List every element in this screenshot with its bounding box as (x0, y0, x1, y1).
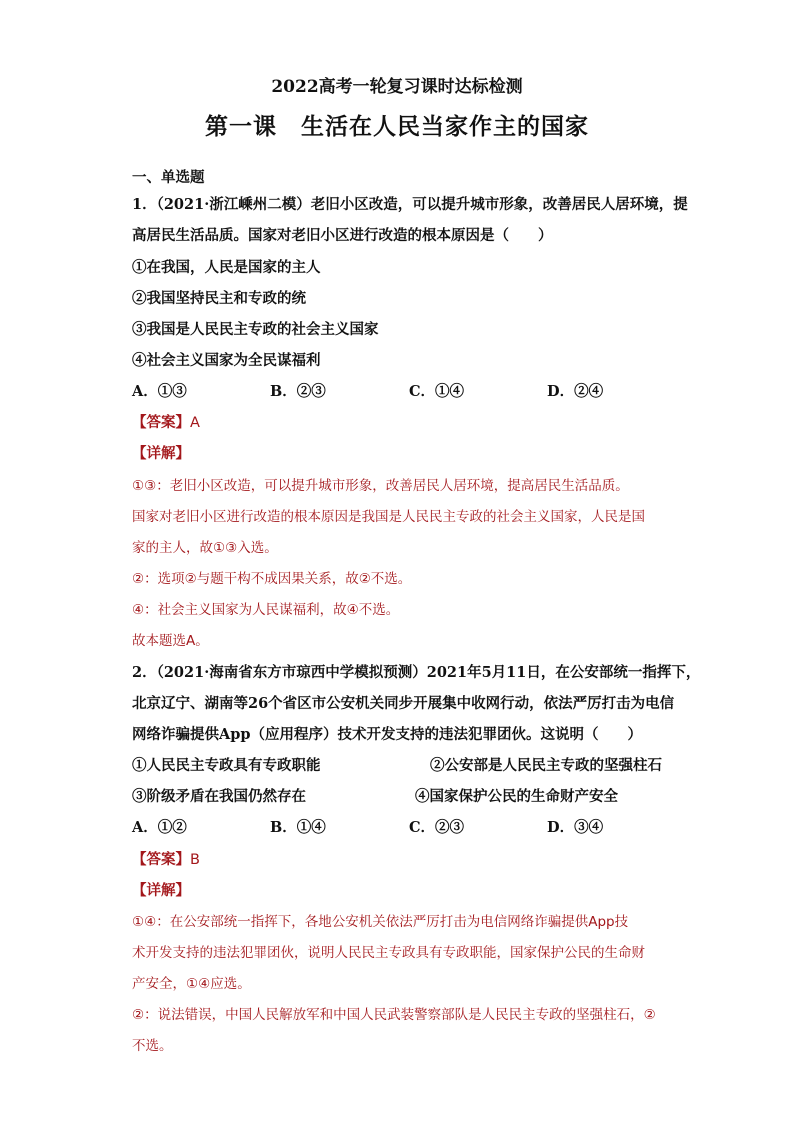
q2-option-c: C．②③ (409, 819, 465, 836)
lesson-title: 第一课 生活在人民当家作主的国家 (205, 113, 589, 140)
q2-answer (132, 848, 200, 869)
q1-answer (132, 411, 200, 432)
q1-explain-line4: ②：选项②与题干构不成因果关系，故②不选。 (132, 571, 412, 587)
q2-answer-value: B (190, 852, 200, 868)
q1-item-1: ①在我国，人民是国家的主人 (132, 259, 321, 276)
q2-explain-line5: 不选。 (132, 1038, 173, 1054)
q1-conclusion: 故本题选A。 (132, 633, 209, 649)
q2-stem-line3: 网络诈骗提供App（应用程序）技术开发支持的违法犯罪团伙。这说明（ ） (132, 726, 643, 743)
q2-option-b: B．①④ (270, 819, 326, 836)
q1-detail-label: 【详解】 (132, 445, 190, 462)
q1-option-c: C．①④ (409, 383, 465, 400)
q2-detail-label: 【详解】 (132, 882, 190, 899)
q1-stem-line2: 高居民生活品质。国家对老旧小区进行改造的根本原因是（ ） (132, 227, 553, 244)
q1-item-4: ④社会主义国家为全民谋福利 (132, 352, 321, 369)
q1-option-a: A．①③ (132, 383, 187, 400)
q2-explain-line2: 术开发支持的违法犯罪团伙，说明人民民主专政具有专政职能，国家保护公民的生命财 (132, 945, 645, 961)
page-title: 2022高考一轮复习课时达标检测 (271, 77, 523, 97)
q2-stem-line1: 2．（2021·海南省东方市琼西中学模拟预测）2021年5月11日，在公安部统一指挥下， (132, 664, 701, 681)
q1-explain-line1: ①③：老旧小区改造，可以提升城市形象，改善居民人居环境，提高居民生活品质。 (132, 478, 629, 494)
q2-answer-label: 【答案】 (132, 851, 190, 868)
q2-item-4: ④国家保护公民的生命财产安全 (415, 788, 618, 805)
q1-answer-label: 【答案】 (132, 414, 190, 431)
q1-answer-value: A (190, 415, 200, 431)
q2-option-a: A．①② (132, 819, 187, 836)
q1-stem-line1: 1．（2021·浙江嵊州二模）老旧小区改造，可以提升城市形象，改善居民人居环境，提 (132, 196, 688, 213)
q1-option-d: D．②④ (547, 383, 604, 400)
q2-option-d: D．③④ (547, 819, 604, 836)
q2-item-3: ③阶级矛盾在我国仍然存在 (132, 788, 306, 805)
q2-item-2: ②公安部是人民民主专政的坚强柱石 (430, 757, 662, 774)
q1-option-b: B．②③ (270, 383, 326, 400)
q2-explain-line3: 产安全，①④应选。 (132, 976, 251, 992)
section-heading: 一、单选题 (132, 169, 205, 186)
q1-item-3: ③我国是人民民主专政的社会主义国家 (132, 321, 379, 338)
q1-explain-line3: 家的主人，故①③入选。 (132, 540, 278, 556)
q2-stem-line2: 北京辽宁、湖南等26个省区市公安机关同步开展集中收网行动，依法严厉打击为电信 (132, 695, 675, 712)
q1-item-2: ②我国坚持民主和专政的统 (132, 290, 306, 307)
q2-explain-line4: ②：说法错误，中国人民解放军和中国人民武装警察部队是人民民主专政的坚强柱石，② (132, 1007, 656, 1023)
q2-item-1: ①人民民主专政具有专政职能 (132, 757, 321, 774)
q2-explain-line1: ①④：在公安部统一指挥下，各地公安机关依法严厉打击为电信网络诈骗提供App技 (132, 914, 629, 930)
q1-explain-line2: 国家对老旧小区进行改造的根本原因是我国是人民民主专政的社会主义国家，人民是国 (132, 509, 645, 525)
q1-explain-line5: ④：社会主义国家为人民谋福利，故④不选。 (132, 602, 400, 618)
